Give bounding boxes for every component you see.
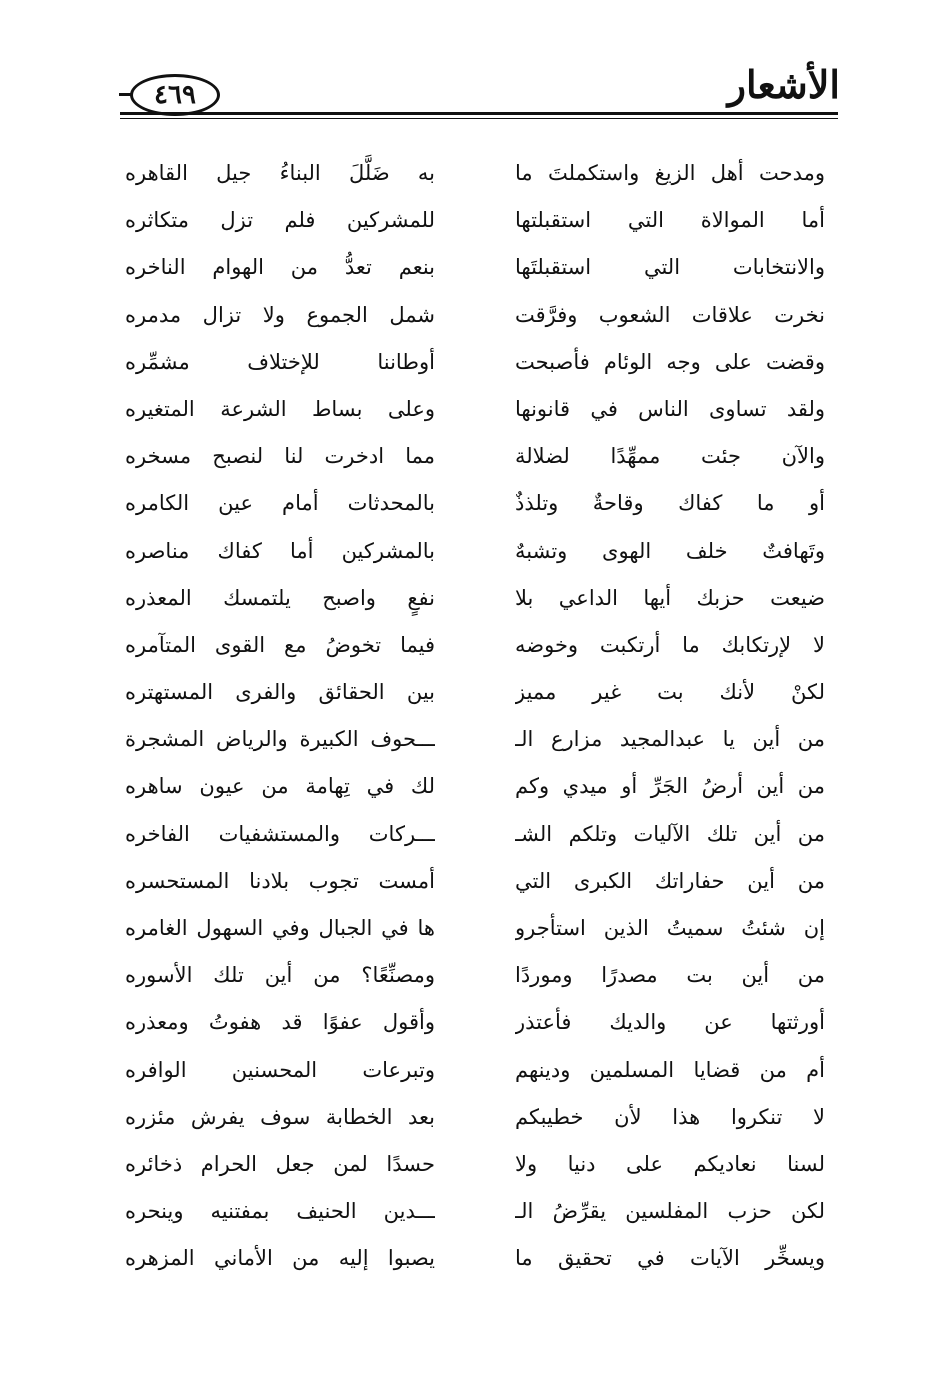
left-verse-12: بين الحقائق والفرى المستهتره: [125, 680, 435, 705]
right-verse-16: من أين حفاراتك الكبرى التي: [515, 868, 825, 893]
right-verse-11: لا لإرتكابك ما أرتكبت وخوضه: [515, 632, 825, 657]
right-verse-20: أم من قضايا المسلمين ودينهم: [515, 1057, 825, 1082]
page-number-badge: [130, 74, 220, 116]
right-verse-18: من أين بت مصدرًا وموردًا: [515, 963, 825, 988]
right-verse-23: لكن حزب المفلسين يقرِّضُ الـ: [515, 1199, 825, 1224]
left-verse-14: لك في تِهامة من عيون ساهره: [125, 774, 435, 799]
left-verse-10: نفعٍ واصبح يلتمسك المعذره: [125, 585, 435, 610]
right-column: [515, 150, 825, 1283]
right-verse-12: لكنْ لأنك بت غير مميز: [515, 680, 825, 705]
right-verse-9: وتَهافتٌ خلف الهوى وتشبهٌ: [515, 538, 825, 563]
left-verse-8: بالمحدثات أمام عين الكامره: [125, 491, 435, 516]
right-verse-1: ومدحت أهل الزيغ واستكملتَ ما: [515, 161, 825, 185]
right-verse-13: من أين يا عبدالمجيد مزارع الـ: [515, 727, 825, 752]
right-verse-21: لا تنكروا هذا لأن خطيبكم: [515, 1104, 825, 1129]
left-verse-23: ـــدين الحنيف بمفتنيه وينحره: [125, 1199, 435, 1224]
right-verse-17: إن شئتُ سميتُ الذين استأجرو: [515, 916, 825, 940]
left-verse-3: بنعم تعدُّ من الهوام الناخره: [125, 255, 435, 280]
right-verse-10: ضيعت حزبك أيها الداعي بلا: [515, 585, 825, 610]
left-verse-19: وأقول عفوًا قد هفوتُ ومعذره: [125, 1010, 435, 1035]
left-verse-7: مما ادخرت لنا لنصبح مسخره: [125, 444, 435, 469]
section-title: الأشعار: [727, 62, 840, 107]
right-verse-22: لسنا نعاديكم على دنيا ولا: [515, 1151, 825, 1176]
page-number: ٤٦٩: [154, 80, 196, 110]
left-verse-24: يصبوا إليه من الأماني المزهره: [125, 1246, 435, 1271]
right-verse-7: والآن جئت ممهِّدًا لضلالة: [515, 444, 825, 469]
left-verse-1: به ضَلَّلَ البناءُ جيل القاهره: [125, 161, 435, 185]
left-verse-2: للمشركين فلم تزل متكاثره: [125, 208, 435, 233]
left-verse-17: ها في الجبال وفي السهول الغامره: [125, 916, 435, 940]
left-verse-22: حسدًا لمن جعل الحرام ذخائره: [125, 1151, 435, 1176]
right-verse-5: وقضت على وجه الوئام فأصبحت: [515, 349, 825, 374]
left-verse-9: بالمشركين أما كفاك مناصره: [125, 538, 435, 563]
left-verse-5: أوطاننا للإختلاف مشمِّره: [125, 349, 435, 374]
left-verse-13: ـــحوف الكبيرة والرياض المشجرة: [125, 727, 435, 752]
left-verse-16: أمست تجوب بلادنا المستحسره: [125, 868, 435, 893]
right-verse-8: أو ما كفاك وقاحةٌ وتلذذٌ: [515, 491, 825, 516]
right-verse-15: من أين تلك الآليات وتلكم الشـ: [515, 821, 825, 846]
right-verse-4: نخرت علاقات الشعوب وفرَّقت: [515, 302, 825, 327]
left-verse-18: ومصنِّعًا؟ من أين تلك الأسوره: [125, 963, 435, 988]
left-verse-11: فيما تخوضُ مع القوى المتآمره: [125, 632, 435, 657]
left-verse-20: وتبرعات المحسنين الوافره: [125, 1057, 435, 1082]
left-verse-4: شمل الجموع ولا تزال مدمره: [125, 302, 435, 327]
right-verse-3: والانتخابات التي استقبلتَها: [515, 255, 825, 280]
right-verse-6: ولقد تساوى الناس في قانونها: [515, 396, 825, 421]
left-verse-15: ـــركات والمستشفيات الفاخره: [125, 821, 435, 846]
left-verse-6: وعلى بساط الشرعة المتغيره: [125, 396, 435, 421]
right-verse-14: من أين أرضُ الجَرِّ أو ميدي وكم: [515, 774, 825, 799]
right-verse-24: ويسخِّر الآيات في تحقيق ما: [515, 1246, 825, 1271]
left-verse-21: بعد الخطابة سوف يفرش مئزره: [125, 1104, 435, 1129]
poem-body: [125, 150, 825, 1283]
header-rule-thin: [120, 118, 838, 119]
header-rule: [120, 112, 838, 115]
left-column: [125, 150, 435, 1283]
right-verse-2: أما الموالاة التي استقبلتها: [515, 208, 825, 233]
right-verse-19: أورثتها عن والديك فأعتذر: [515, 1010, 825, 1035]
